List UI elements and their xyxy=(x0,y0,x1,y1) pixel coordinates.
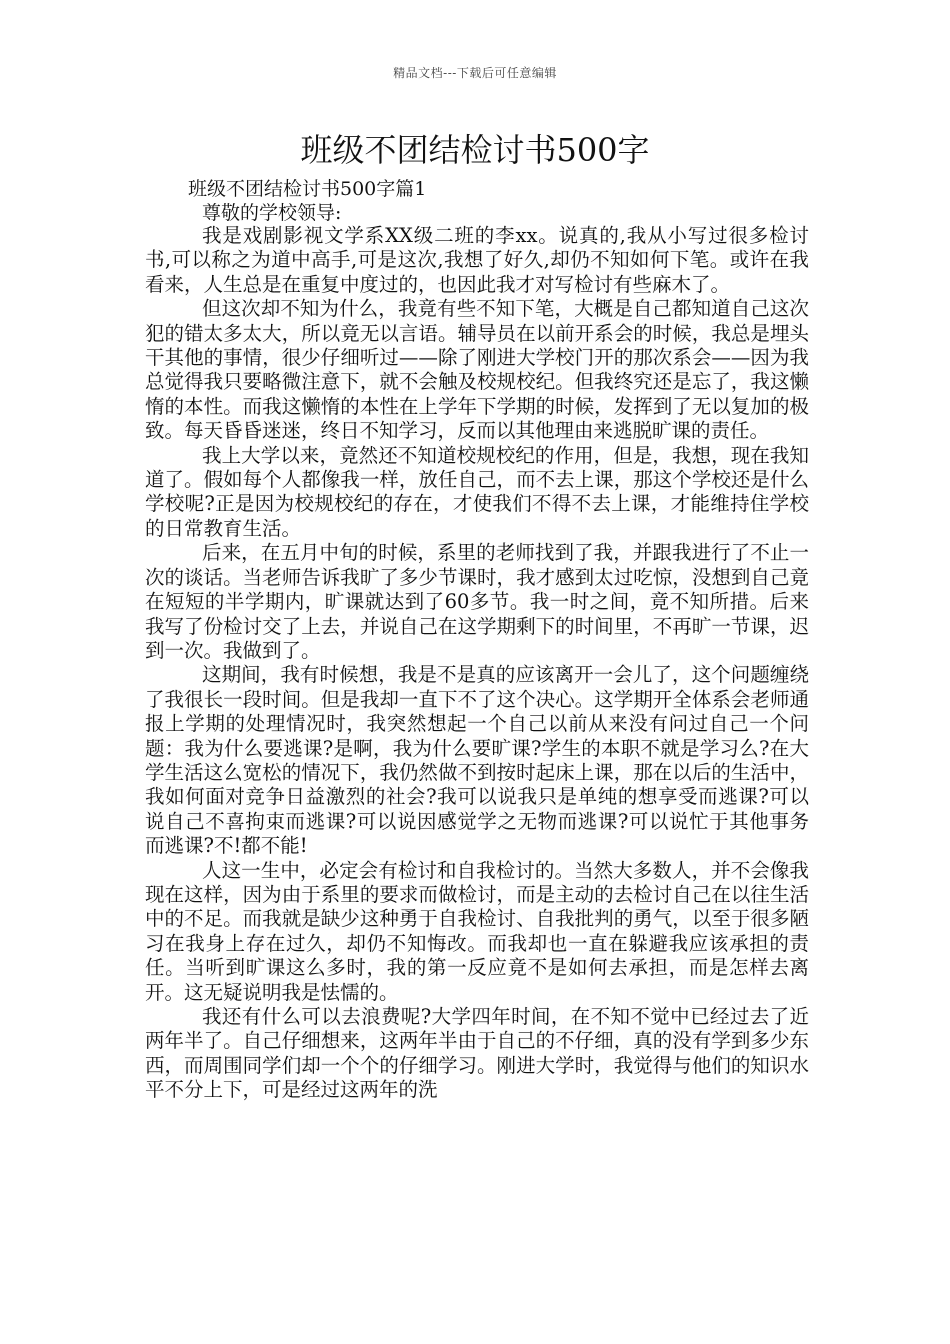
salutation: 尊敬的学校领导: xyxy=(202,202,342,224)
paragraph: 我上大学以来，竟然还不知道校规校纪的作用，但是，我想，现在我知道了。假如每个人都像我一样，放任自己，而不去上课，那这个学校还是什么学校呢?正是因为校规校纪的存在，才使我们不得不去上课，才能维持住学校的日常教育生活。 xyxy=(145,443,809,540)
paragraph: 这期间，我有时候想，我是不是真的应该离开一会儿了，这个问题缠绕了我很长一段时间。但是我却一直下不了这个决心。这学期开全体系会老师通报上学期的处理情况时，我突然想起一个自己以前从来没有问过自己一个问题：我为什么要逃课?是啊，我为什么要旷课?学生的本职不就是学习么?在大学生活这么宽松的情况下，我仍然做不到按时起床上课，那在以后的生活中，我如何面对竞争日益激烈的社会?我可以说我只是单纯的想享受而逃课?可以说自己不喜拘束而逃课?可以说因感觉学之无物而逃课?可以说忙于其他事务而逃课?不!都不能! xyxy=(145,663,809,858)
paragraph: 人这一生中，必定会有检讨和自我检讨的。当然大多数人，并不会像我现在这样，因为由于系里的要求而做检讨，而是主动的去检讨自己在以往生活中的不足。而我就是缺少这种勇于自我检讨、自我批判的勇气，以至于很多陋习在我身上存在过久，却仍不知悔改。而我却也一直在躲避我应该承担的责任。当听到旷课这么多时，我的第一反应竟不是如何去承担，而是怎样去离开。这无疑说明我是怯懦的。 xyxy=(145,858,809,1004)
document-subtitle: 班级不团结检讨书500字篇1 xyxy=(188,178,427,200)
paragraph: 我是戏剧影视文学系XX级二班的李xx。说真的,我从小写过很多检讨书,可以称之为道中高手,可是这次,我想了好久,却仍不知如何下笔。或许在我看来，人生总是在重复中度过的，也因此我才对写检讨有些麻木了。 xyxy=(145,224,809,296)
paragraph: 但这次却不知为什么，我竟有些不知下笔，大概是自己都知道自己这次犯的错太多太大，所以竟无以言语。辅导员在以前开系会的时候，我总是埋头干其他的事情，很少仔细听过——除了刚进大学校门开的那次系会——因为我总觉得我只要略微注意下，就不会触及校规校纪。但我终究还是忘了，我这懒惰的本性。而我这懒惰的本性在上学年下学期的时候，发挥到了无以复加的极致。每天昏昏迷迷，终日不知学习，反而以其他理由来逃脱旷课的责任。 xyxy=(145,297,809,443)
document-body xyxy=(145,224,809,1103)
paragraph: 后来，在五月中旬的时候，系里的老师找到了我，并跟我进行了不止一次的谈话。当老师告诉我旷了多少节课时，我才感到太过吃惊，没想到自己竟在短短的半学期内，旷课就达到了60多节。我一时之间，竟不知所措。后来我写了份检讨交了上去，并说自己在这学期剩下的时间里，不再旷一节课，迟到一次。我做到了。 xyxy=(145,541,809,662)
paragraph: 我还有什么可以去浪费呢?大学四年时间，在不知不觉中已经过去了近两年半了。自己仔细想来，这两年半由于自己的不仔细，真的没有学到多少东西，而周围同学们却一个个的仔细学习。刚进大学时，我觉得与他们的知识水平不分上下，可是经过这两年的洗 xyxy=(145,1005,809,1102)
document-title: 班级不团结检讨书500字 xyxy=(300,131,650,169)
page-header: 精品文档---下载后可任意编辑 xyxy=(393,66,557,80)
